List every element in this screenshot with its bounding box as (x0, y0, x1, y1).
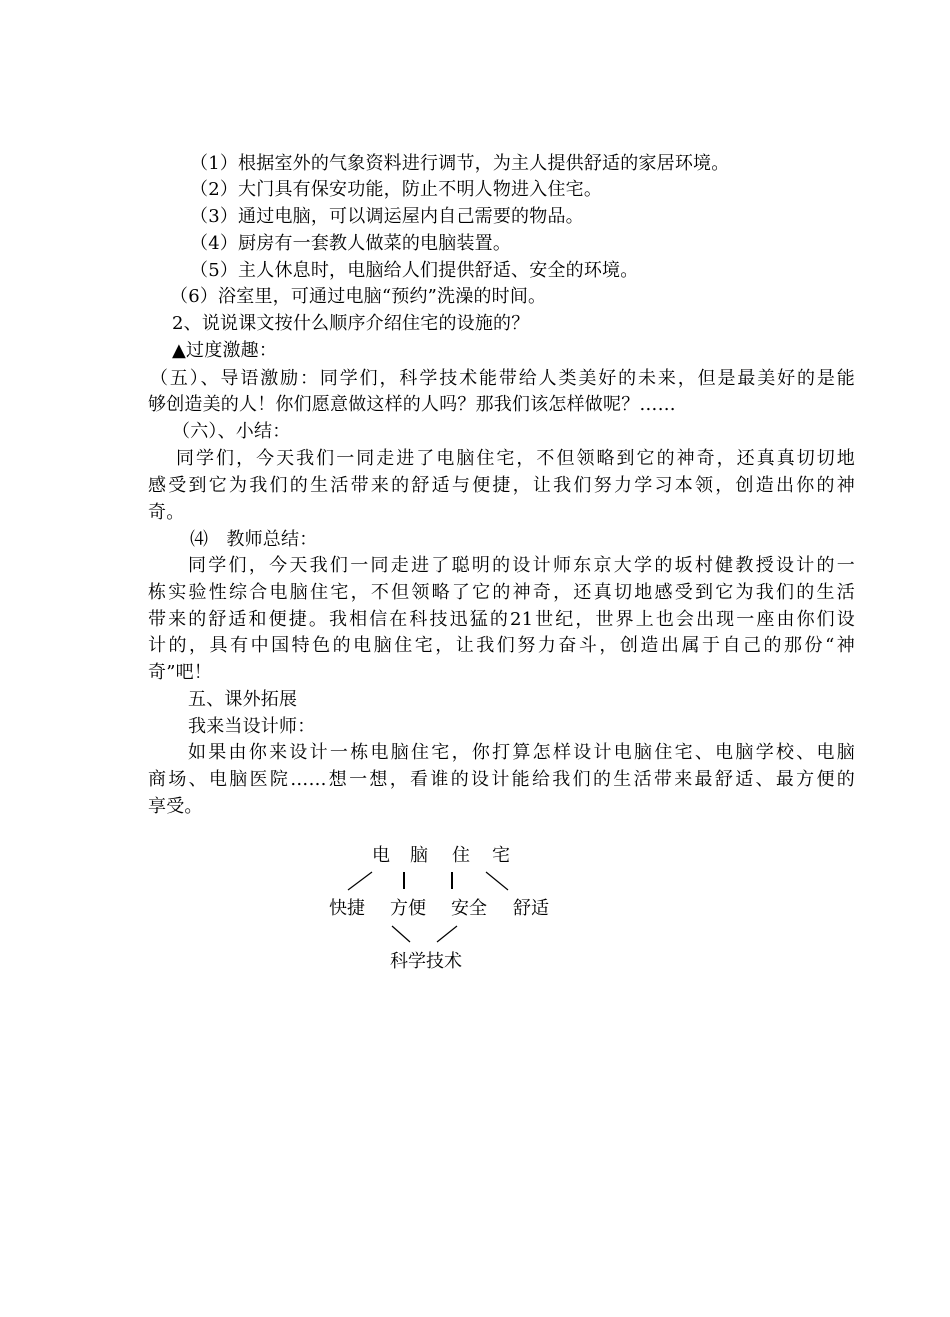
designer-paragraph-line-1: 如果由你来设计一栋电脑住宅，你打算怎样设计电脑住宅、电脑学校、电脑 (188, 742, 855, 763)
designer-paragraph-line-3: 享受。 (148, 796, 203, 817)
transition-heading: ▲过度激趣： (172, 340, 278, 361)
diagram-top-char: 电 (372, 845, 390, 866)
diagram-top-char: 脑 (410, 845, 428, 866)
item-1: （1）根据室外的气象资料进行调节，为主人提供舒适的家居环境。 (190, 153, 730, 174)
diagram-top-char: 住 (452, 845, 470, 866)
diagram-root-technology: 科学技术 (390, 951, 462, 972)
summary-paragraph-line-1: 同学们，今天我们一同走进了电脑住宅，不但领略到它的神奇，还真真切切地 (176, 448, 855, 469)
teacher-paragraph-line-2: 栋实验性综合电脑住宅，不但领略了它的神奇，还真切地感受到它为我们的生活 (148, 582, 855, 603)
diagram-quality-convenient: 方便 (390, 898, 426, 919)
connector-line (486, 872, 508, 890)
section-heading: 五、课外拓展 (188, 689, 298, 710)
teacher-paragraph-line-4: 计的，具有中国特色的电脑住宅，让我们努力奋斗，创造出属于自己的那份“神 (148, 635, 855, 656)
diagram-quality-safe: 安全 (451, 898, 487, 919)
item-6: （6）浴室里，可通过电脑“预约”洗澡的时间。 (170, 286, 547, 307)
designer-paragraph-line-2: 商场、电脑医院……想一想，看谁的设计能给我们的生活带来最舒适、最方便的 (148, 769, 855, 790)
designer-heading: 我来当设计师： (188, 716, 316, 737)
connector-line (392, 926, 410, 942)
summary-heading: （六）、小结： (172, 421, 291, 442)
board-diagram (300, 838, 600, 988)
teacher-paragraph-line-1: 同学们，今天我们一同走进了聪明的设计师东京大学的坂村健教授设计的一 (188, 555, 855, 576)
item-4: （4）厨房有一套教人做菜的电脑装置。 (190, 233, 512, 254)
teacher-summary-heading: ⑷ 教师总结： (190, 529, 318, 550)
question-2: 2、说说课文按什么顺序介绍住宅的设施的？ (172, 313, 530, 334)
intro-paragraph-line-2: 够创造美的人！你们愿意做这样的人吗？那我们该怎样做呢？…… (148, 394, 676, 415)
connector-line (437, 926, 457, 942)
item-3: （3）通过电脑，可以调运屋内自己需要的物品。 (190, 206, 584, 227)
diagram-quality-fast: 快捷 (329, 898, 365, 919)
teacher-paragraph-line-3: 带来的舒适和便捷。我相信在科技迅猛的21世纪，世界上也会出现一座由你们设 (148, 609, 855, 630)
item-2: （2）大门具有保安功能，防止不明人物进入住宅。 (190, 179, 603, 200)
intro-paragraph-line-1: （五）、导语激励：同学们，科学技术能带给人类美好的未来，但是最美好的是能 (150, 368, 855, 389)
diagram-top-char: 宅 (492, 845, 510, 866)
item-5: （5）主人休息时，电脑给人们提供舒适、安全的环境。 (190, 260, 639, 281)
diagram-quality-comfortable: 舒适 (513, 898, 549, 919)
summary-paragraph-line-3: 奇。 (148, 502, 185, 523)
summary-paragraph-line-2: 感受到它为我们的生活带来的舒适与便捷，让我们努力学习本领，创造出你的神 (148, 475, 855, 496)
connector-line (348, 872, 372, 890)
teacher-paragraph-line-5: 奇”吧！ (148, 662, 213, 683)
